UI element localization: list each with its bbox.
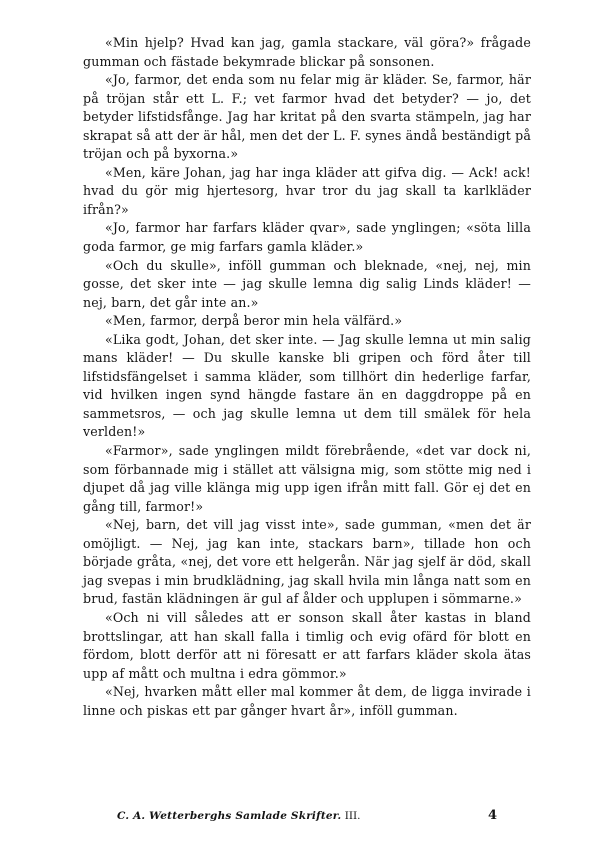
paragraph: «Lika godt, Johan, det sker inte. — Jag skulle lemna ut min salig mans kläder! — Du skulle kanske bli gripen och förd åter till lifstidsfängelset i samma kläder, som tillhört din hederlige farfar, vid hvilken ingen synd hängde fastare än en daggdroppe på en sammetsros, — och jag skulle lemna ut dem till smälek för hela verlden!» [83, 331, 531, 440]
paragraph: «Nej, hvarken mått eller mal kommer åt dem, de ligga invirade i linne och piskas ett par gånger hvart år», inföll gumman. [83, 684, 531, 718]
paragraph: «Och du skulle», inföll gumman och bleknade, «nej, nej, min gosse, det sker inte — jag skulle lemna dig salig Linds kläder! — nej, barn, det går inte an.» [83, 257, 531, 310]
volume-number: III. [344, 810, 361, 822]
paragraph: «Min hjelp? Hvad kan jag, gamla stackare, väl göra?» frågade gumman och fästade bekymrade blickar på sonsonen. [83, 35, 531, 69]
paragraph: «Jo, farmor har farfars kläder qvar», sade ynglingen; «söta lilla goda farmor, ge mig farfars gamla kläder.» [83, 220, 531, 255]
paragraph: «Men, farmor, derpå beror min hela välfärd.» [105, 313, 403, 329]
body-text [83, 34, 531, 720]
paragraph: «Nej, barn, det vill jag visst inte», sade gumman, «men det är omöjligt. — Nej, jag kan inte, stackars barn», tillade hon och började gråta, «nej, det vore ett helgerån. När jag sjelf är död, skall jag svepas i min brudklädning, jag skall hvila min långa natt som en brud, fastän klädningen är gul af ålder och upplupen i sömmarne.» [83, 517, 531, 607]
publisher-signature: C. A. Wetterberghs Samlade Skrifter. [117, 810, 342, 822]
paragraph: «Men, käre Johan, jag har inga kläder att gifva dig. — Ack! ack! hvad du gör mig hjertesorg, hvar tror du jag skall ta karlkläder ifrån?» [83, 164, 531, 217]
paragraph: «Jo, farmor, det enda som nu felar mig är kläder. Se, farmor, här på tröjan står ett L. F.; vet farmor hvad det betyder? — jo, det betyder lifstidsfånge. Jag har kritat på den svarta stämpeln, jag har skrapat så att der är hål, men det der L. F. synes ändå beständigt på tröjan och på byxorna.» [83, 72, 531, 162]
paragraph: «Och ni vill således att er sonson skall åter kastas in bland brottslingar, att han skall falla i timlig och evig ofärd för blott en fördom, blott derför att ni föresatt er att farfars kläder skola ätas upp af mått och multna i edra gömmor.» [83, 609, 531, 681]
paragraph: «Farmor», sade ynglingen mildt förebrående, «det var dock ni, som förbannade mig i stället att välsigna mig, som stötte mig ned i djupet då jag ville klänga mig upp igen ifrån mitt fall. Gör ej det en gång till, farmor!» [83, 443, 531, 514]
signature-mark [117, 810, 361, 822]
page-footer [117, 808, 497, 823]
sheet-number: 4 [487, 808, 497, 823]
